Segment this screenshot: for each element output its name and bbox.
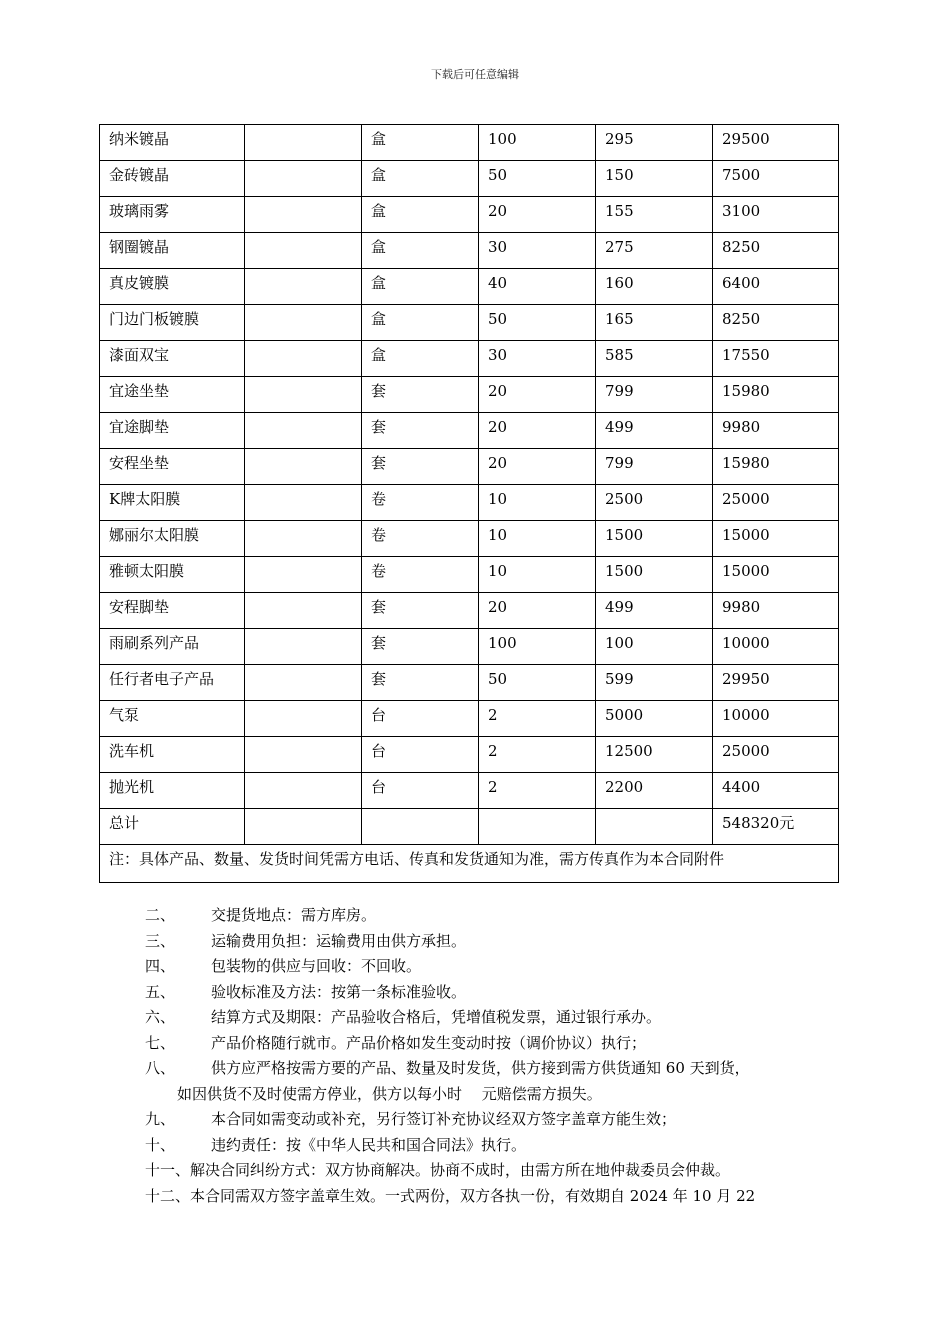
cell-name: 任行者电子产品 [100, 665, 245, 701]
cell-qty: 20 [479, 449, 596, 485]
cell-amount: 10000 [713, 701, 839, 737]
cell-unit: 盒 [362, 233, 479, 269]
table-row [100, 701, 839, 737]
total-empty-cell [479, 809, 596, 845]
cell-unit: 盒 [362, 197, 479, 233]
cell-unit: 卷 [362, 485, 479, 521]
cell-qty: 10 [479, 485, 596, 521]
cell-spec [245, 305, 362, 341]
clause-text: 违约责任：按《中华人民共和国合同法》执行。 [211, 1135, 527, 1154]
clause-number: 九、 [145, 1110, 176, 1128]
cell-spec [245, 413, 362, 449]
cell-amount: 8250 [713, 305, 839, 341]
cell-spec [245, 233, 362, 269]
table-row [100, 449, 839, 485]
cell-qty: 2 [479, 737, 596, 773]
cell-spec [245, 629, 362, 665]
cell-qty: 20 [479, 197, 596, 233]
cell-name: 宜途坐垫 [100, 377, 245, 413]
cell-price: 165 [596, 305, 713, 341]
cell-qty: 50 [479, 305, 596, 341]
clause [145, 1005, 845, 1031]
cell-price: 155 [596, 197, 713, 233]
cell-qty: 30 [479, 233, 596, 269]
table-row [100, 773, 839, 809]
clause-text: 本合同如需变动或补充，另行签订补充协议经双方签字盖章方能生效； [211, 1110, 677, 1128]
cell-unit: 盒 [362, 269, 479, 305]
clause-text: 包装物的供应与回收：不回收。 [211, 957, 422, 975]
table-row [100, 305, 839, 341]
clause [145, 1107, 845, 1133]
cell-name: 门边门板镀膜 [100, 305, 245, 341]
clause-number: 二、 [145, 906, 176, 924]
total-row [100, 809, 839, 845]
clause [145, 903, 845, 929]
cell-unit: 套 [362, 413, 479, 449]
header-note: 下载后可任意编辑 [431, 68, 519, 81]
cell-unit: 台 [362, 737, 479, 773]
table-row [100, 629, 839, 665]
clause-text: 结算方式及期限：产品验收合格后，凭增值税发票，通过银行承办。 [211, 1008, 662, 1026]
cell-spec [245, 197, 362, 233]
clause-number: 十一、 [145, 1161, 191, 1179]
table-note: 注：具体产品、数量、发货时间凭需方电话、传真和发货通知为准，需方传真作为本合同附件 [100, 845, 839, 883]
cell-qty: 40 [479, 269, 596, 305]
cell-spec [245, 377, 362, 413]
cell-spec [245, 449, 362, 485]
clause-number: 三、 [145, 931, 176, 950]
table-row [100, 521, 839, 557]
cell-price: 1500 [596, 521, 713, 557]
cell-amount: 15000 [713, 557, 839, 593]
cell-amount: 6400 [713, 269, 839, 305]
cell-name: K牌太阳膜 [100, 485, 245, 521]
clause-text: 解决合同纠纷方式：双方协商解决。协商不成时，由需方所在地仲裁委员会仲裁。 [190, 1161, 731, 1179]
clause-number: 八、 [145, 1059, 176, 1077]
cell-name: 抛光机 [100, 773, 245, 809]
cell-qty: 10 [479, 557, 596, 593]
cell-unit: 盒 [362, 341, 479, 377]
clause [145, 1184, 845, 1210]
cell-price: 275 [596, 233, 713, 269]
clause-continuation: 如因供货不及时使需方停业，供方以每小时 元赔偿需方损失。 [177, 1084, 602, 1103]
contract-clauses [145, 903, 845, 1209]
total-empty-cell [362, 809, 479, 845]
cell-spec [245, 269, 362, 305]
cell-qty: 20 [479, 413, 596, 449]
table-row [100, 737, 839, 773]
cell-amount: 15980 [713, 449, 839, 485]
cell-spec [245, 557, 362, 593]
total-empty-cell [245, 809, 362, 845]
clause [145, 1158, 845, 1184]
cell-amount: 3100 [713, 197, 839, 233]
cell-spec [245, 161, 362, 197]
clause-text: 交提货地点：需方库房。 [211, 906, 377, 924]
clause-text: 供方应严格按需方要的产品、数量及时发货，供方接到需方供货通知 60 天到货， [211, 1059, 750, 1077]
cell-unit: 台 [362, 701, 479, 737]
total-amount: 548320元 [713, 809, 839, 845]
table-row [100, 557, 839, 593]
clause-text: 运输费用负担：运输费用由供方承担。 [211, 931, 467, 950]
cell-name: 安程脚垫 [100, 593, 245, 629]
cell-name: 雨刷系列产品 [100, 629, 245, 665]
cell-qty: 20 [479, 593, 596, 629]
cell-amount: 10000 [713, 629, 839, 665]
cell-price: 799 [596, 449, 713, 485]
table-row [100, 377, 839, 413]
cell-price: 2200 [596, 773, 713, 809]
clause-text: 本合同需双方签字盖章生效。一式两份，双方各执一份，有效期自 2024 年 10 月 22 [190, 1186, 756, 1205]
table-row [100, 197, 839, 233]
goods-table [99, 124, 839, 883]
cell-name: 雅顿太阳膜 [100, 557, 245, 593]
cell-spec [245, 125, 362, 161]
note-row [100, 845, 839, 883]
cell-spec [245, 665, 362, 701]
cell-amount: 7500 [713, 161, 839, 197]
cell-unit: 套 [362, 629, 479, 665]
cell-price: 5000 [596, 701, 713, 737]
cell-unit: 卷 [362, 521, 479, 557]
cell-spec [245, 773, 362, 809]
cell-name: 气泵 [100, 701, 245, 737]
cell-name: 安程坐垫 [100, 449, 245, 485]
clause-number: 六、 [145, 1008, 176, 1026]
clause-text: 产品价格随行就市。产品价格如发生变动时按（调价协议）执行； [211, 1033, 647, 1052]
cell-amount: 9980 [713, 593, 839, 629]
cell-spec [245, 341, 362, 377]
table-row [100, 125, 839, 161]
clause-text: 验收标准及方法：按第一条标准验收。 [211, 982, 467, 1001]
cell-amount: 15980 [713, 377, 839, 413]
cell-spec [245, 593, 362, 629]
clause-number: 十、 [145, 1135, 176, 1154]
cell-price: 499 [596, 413, 713, 449]
cell-unit: 盒 [362, 305, 479, 341]
cell-spec [245, 521, 362, 557]
cell-amount: 25000 [713, 485, 839, 521]
clause [145, 1056, 845, 1107]
cell-price: 585 [596, 341, 713, 377]
cell-qty: 20 [479, 377, 596, 413]
cell-price: 2500 [596, 485, 713, 521]
cell-name: 玻璃雨雾 [100, 197, 245, 233]
cell-qty: 10 [479, 521, 596, 557]
cell-qty: 100 [479, 629, 596, 665]
cell-name: 真皮镀膜 [100, 269, 245, 305]
clause-number: 七、 [145, 1033, 176, 1052]
clause [145, 1133, 845, 1159]
clause [145, 929, 845, 955]
cell-amount: 8250 [713, 233, 839, 269]
cell-unit: 卷 [362, 557, 479, 593]
cell-amount: 25000 [713, 737, 839, 773]
clause [145, 954, 845, 980]
table-row [100, 269, 839, 305]
clause-number: 四、 [145, 957, 176, 975]
table-row [100, 161, 839, 197]
cell-name: 金砖镀晶 [100, 161, 245, 197]
cell-unit: 套 [362, 593, 479, 629]
table-row [100, 233, 839, 269]
total-empty-cell [596, 809, 713, 845]
cell-qty: 100 [479, 125, 596, 161]
cell-price: 499 [596, 593, 713, 629]
cell-name: 钢圈镀晶 [100, 233, 245, 269]
total-label: 总计 [100, 809, 245, 845]
cell-price: 599 [596, 665, 713, 701]
cell-amount: 29500 [713, 125, 839, 161]
cell-amount: 9980 [713, 413, 839, 449]
cell-price: 295 [596, 125, 713, 161]
cell-name: 纳米镀晶 [100, 125, 245, 161]
cell-qty: 30 [479, 341, 596, 377]
cell-name: 漆面双宝 [100, 341, 245, 377]
cell-amount: 15000 [713, 521, 839, 557]
cell-unit: 盒 [362, 125, 479, 161]
clause [145, 1031, 845, 1057]
table-row [100, 593, 839, 629]
cell-qty: 50 [479, 161, 596, 197]
cell-unit: 套 [362, 377, 479, 413]
cell-unit: 套 [362, 449, 479, 485]
cell-spec [245, 485, 362, 521]
cell-qty: 50 [479, 665, 596, 701]
clause-number: 五、 [145, 982, 176, 1001]
cell-spec [245, 737, 362, 773]
table-row [100, 485, 839, 521]
cell-price: 160 [596, 269, 713, 305]
cell-unit: 盒 [362, 161, 479, 197]
table-row [100, 341, 839, 377]
cell-spec [245, 701, 362, 737]
table-row [100, 665, 839, 701]
cell-name: 娜丽尔太阳膜 [100, 521, 245, 557]
cell-amount: 17550 [713, 341, 839, 377]
clause-number: 十二、 [145, 1186, 191, 1205]
cell-qty: 2 [479, 701, 596, 737]
cell-price: 12500 [596, 737, 713, 773]
cell-amount: 29950 [713, 665, 839, 701]
cell-unit: 套 [362, 665, 479, 701]
clause [145, 980, 845, 1006]
cell-amount: 4400 [713, 773, 839, 809]
cell-price: 799 [596, 377, 713, 413]
cell-unit: 台 [362, 773, 479, 809]
cell-qty: 2 [479, 773, 596, 809]
cell-price: 1500 [596, 557, 713, 593]
cell-price: 100 [596, 629, 713, 665]
cell-name: 宜途脚垫 [100, 413, 245, 449]
cell-price: 150 [596, 161, 713, 197]
cell-name: 洗车机 [100, 737, 245, 773]
table-row [100, 413, 839, 449]
